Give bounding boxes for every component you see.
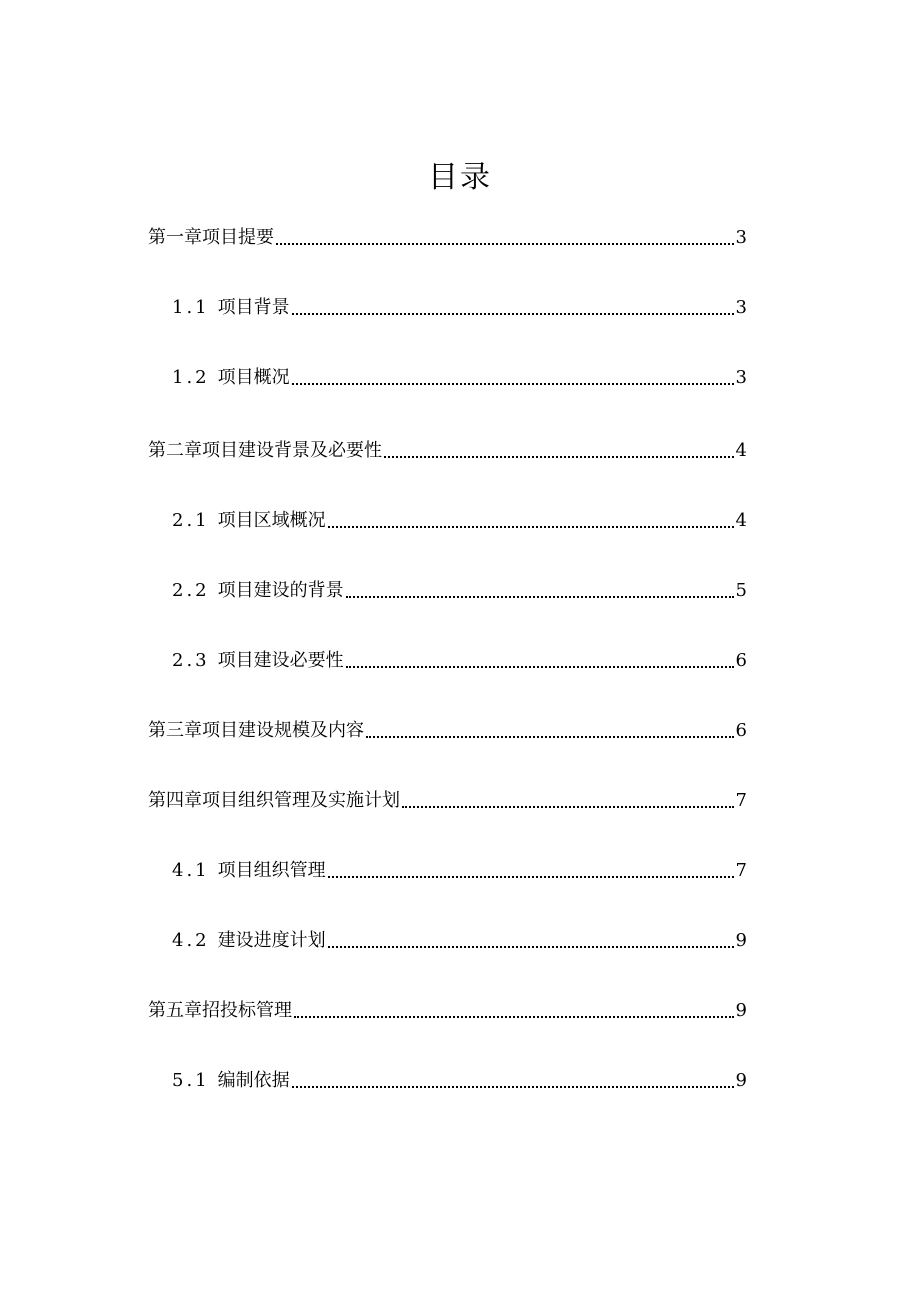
toc-page-number: 3: [735, 227, 747, 248]
toc-page-number: 4: [735, 510, 747, 531]
toc-section-number: 4.2: [172, 930, 210, 951]
toc-entry-chapter-2[interactable]: [148, 439, 747, 463]
dot-leader: [402, 806, 734, 808]
dot-leader: [292, 313, 734, 315]
toc-entry-title: 第四章项目组织管理及实施计划: [148, 790, 400, 811]
toc-entry-title: 项目建设必要性: [217, 650, 344, 671]
toc-section-number: 4.1: [172, 860, 210, 881]
toc-entry-title: 第三章项目建设规模及内容: [148, 720, 364, 741]
toc-page-number: 5: [735, 580, 747, 601]
toc-page-number: 6: [735, 720, 747, 741]
toc-section-number: 1.2: [172, 367, 210, 388]
dot-leader: [328, 526, 734, 528]
toc-entry-2-2[interactable]: [172, 579, 747, 603]
dot-leader: [384, 456, 734, 458]
toc-title: 目录: [428, 160, 492, 196]
dot-leader: [328, 876, 734, 878]
dot-leader: [294, 1016, 734, 1018]
toc-entry-title: 项目区域概况: [217, 510, 326, 531]
toc-entry-title: 第五章招投标管理: [148, 1000, 292, 1021]
toc-entry-2-1[interactable]: [172, 509, 747, 533]
dot-leader: [328, 946, 734, 948]
dot-leader: [292, 383, 734, 385]
toc-entry-title: 项目组织管理: [217, 860, 326, 881]
dot-leader: [292, 1086, 734, 1088]
toc-section-number: 5.1: [172, 1070, 210, 1091]
toc-entry-title: 第一章项目提要: [148, 227, 274, 248]
toc-entry-chapter-4[interactable]: [148, 789, 747, 813]
toc-entry-5-1[interactable]: [172, 1069, 747, 1093]
toc-page-number: 6: [735, 650, 747, 671]
toc-section-number: 2.1: [172, 510, 210, 531]
toc-entry-title: 建设进度计划: [217, 930, 326, 951]
dot-leader: [276, 243, 734, 245]
dot-leader: [346, 596, 734, 598]
toc-entry-4-1[interactable]: [172, 859, 747, 883]
toc-entry-chapter-3[interactable]: [148, 719, 747, 743]
toc-page-number: 9: [735, 1000, 747, 1021]
toc-entry-title: 项目概况: [217, 367, 290, 388]
toc-entry-1-2[interactable]: [172, 366, 747, 390]
dot-leader: [366, 736, 734, 738]
dot-leader: [346, 666, 734, 668]
toc-section-number: 2.3: [172, 650, 210, 671]
toc-page-number: 9: [735, 930, 747, 951]
toc-entry-chapter-1[interactable]: [148, 226, 747, 250]
toc-page-number: 9: [735, 1070, 747, 1091]
toc-entry-1-1[interactable]: [172, 296, 747, 320]
toc-page-number: 3: [735, 297, 747, 318]
toc-section-number: 2.2: [172, 580, 210, 601]
toc-page-number: 3: [735, 367, 747, 388]
toc-page-number: 7: [735, 860, 747, 881]
toc-entry-2-3[interactable]: [172, 649, 747, 673]
toc-page-number: 7: [735, 790, 747, 811]
toc-entry-chapter-5[interactable]: [148, 999, 747, 1023]
toc-entry-title: 项目背景: [217, 297, 290, 318]
toc-entry-4-2[interactable]: [172, 929, 747, 953]
toc-entry-title: 项目建设的背景: [217, 580, 344, 601]
toc-entry-title: 编制依据: [217, 1070, 290, 1091]
toc-section-number: 1.1: [172, 297, 210, 318]
toc-entry-title: 第二章项目建设背景及必要性: [148, 440, 382, 461]
toc-page-number: 4: [735, 440, 747, 461]
